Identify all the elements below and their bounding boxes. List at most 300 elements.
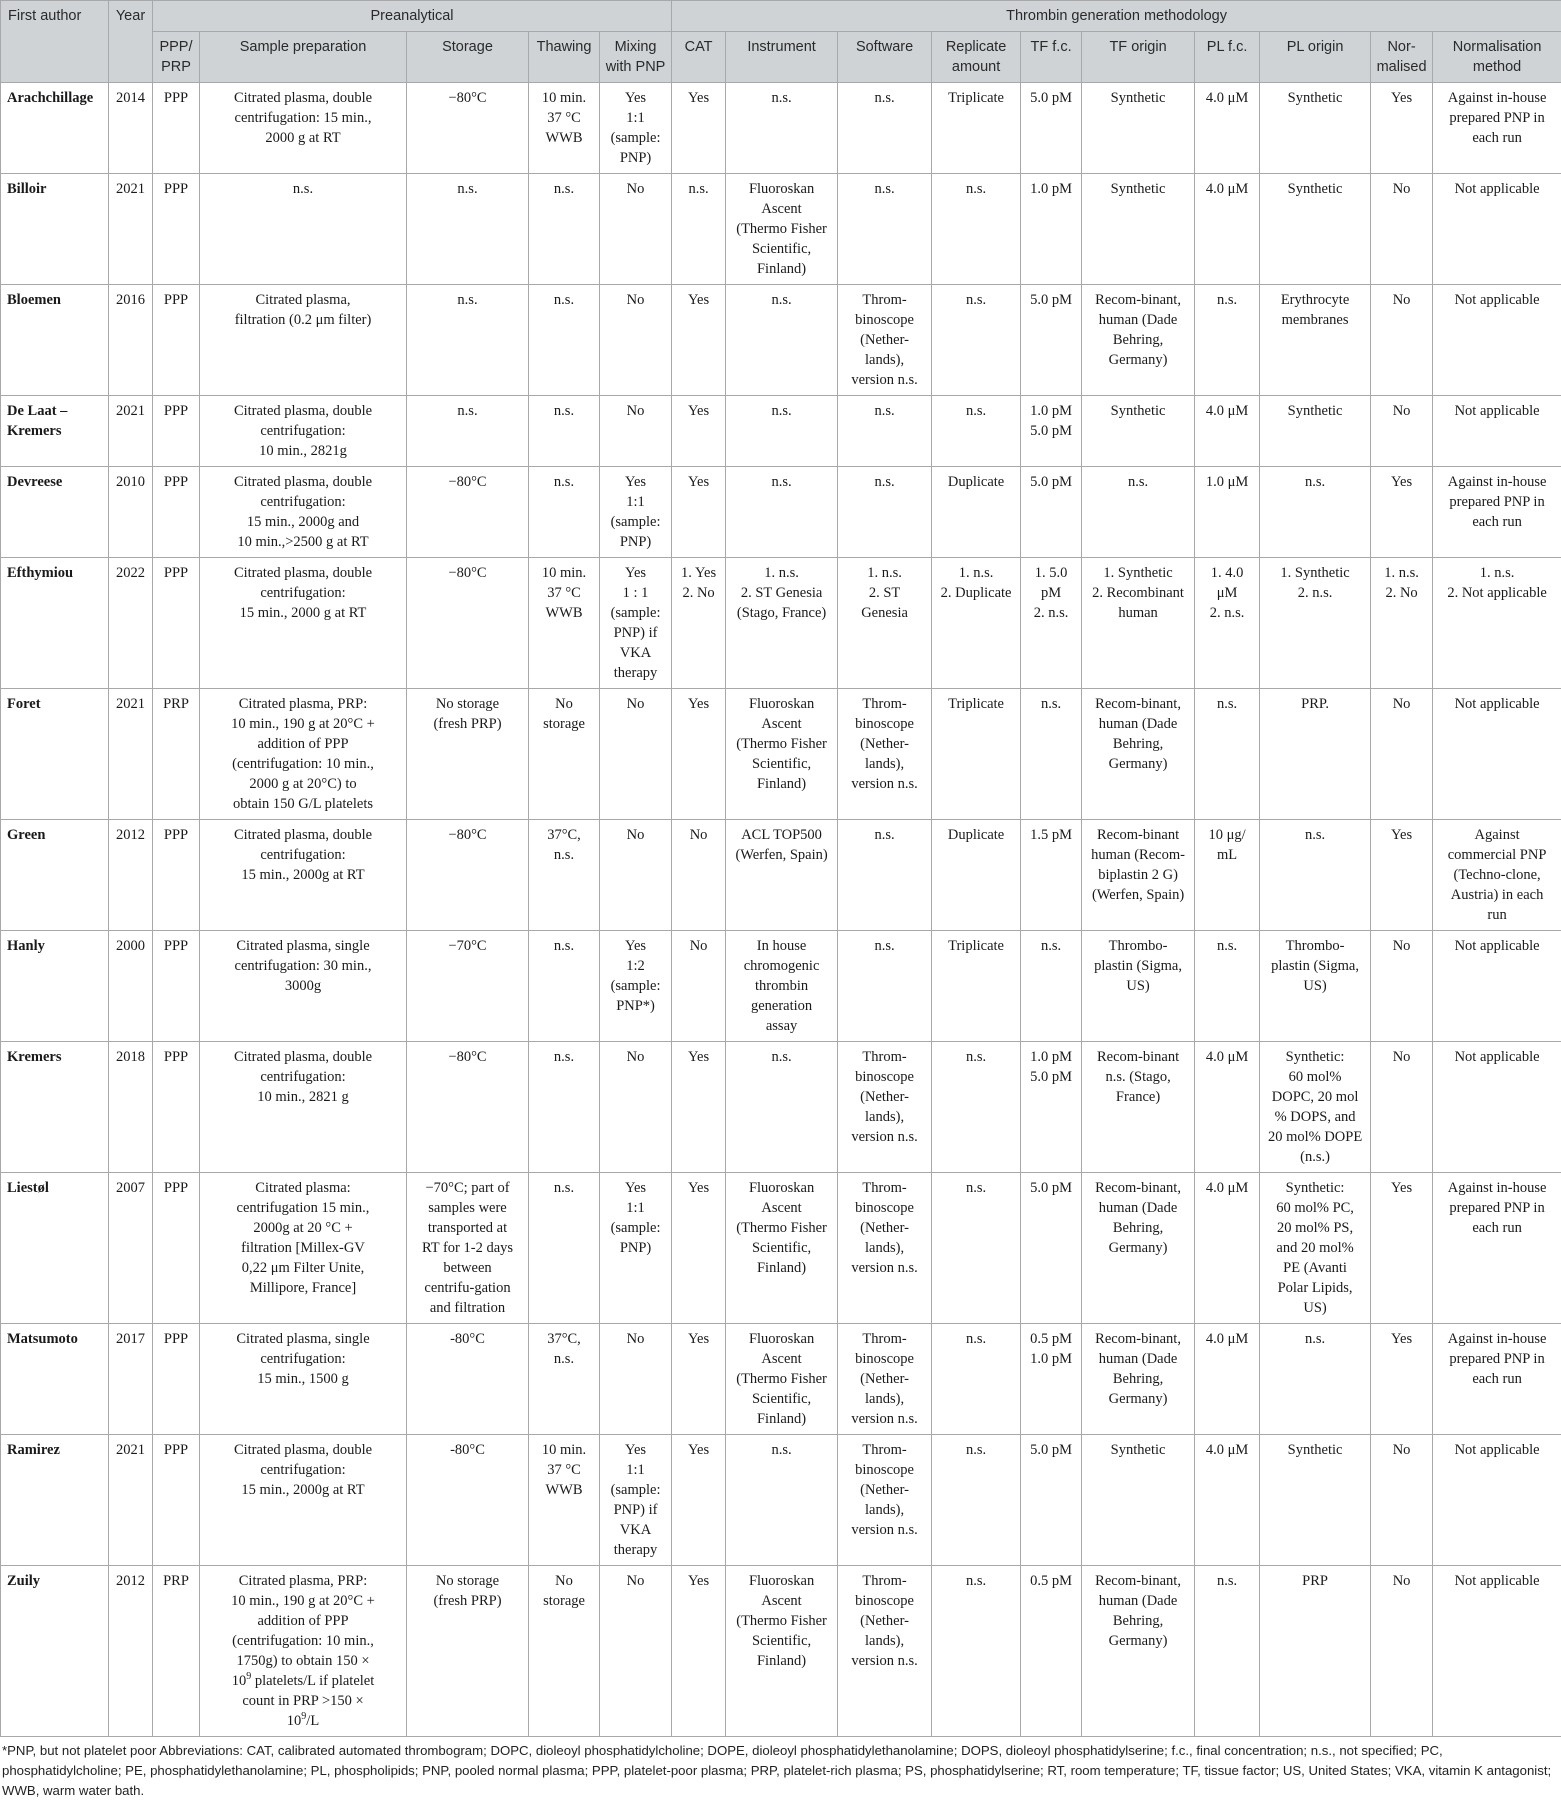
cell-cat <box>672 467 726 558</box>
cell-line: Thrombo- <box>1264 936 1366 956</box>
cell-line: centrifugation: <box>204 492 402 512</box>
cell-ppp-prp <box>153 1324 200 1435</box>
cell-line: 5.0 pM <box>1025 472 1077 492</box>
cell-line: PPP <box>157 179 195 199</box>
cell-tf-fc <box>1021 467 1082 558</box>
cell-thawing <box>529 467 600 558</box>
cell-pl-fc <box>1195 931 1260 1042</box>
cell-line: n.s. <box>533 936 595 956</box>
cell-line: human (Dade <box>1086 1349 1190 1369</box>
cell-line: Citrated plasma, double <box>204 563 402 583</box>
cell-line: Yes <box>604 1440 667 1460</box>
cell-line: Recom-binant, <box>1086 1571 1190 1591</box>
cell-line: WWB <box>533 1480 595 1500</box>
cell-line: Synthetic: <box>1264 1047 1366 1067</box>
cell-normalised <box>1371 1042 1433 1173</box>
cell-normalisation-method <box>1433 1042 1561 1173</box>
cell-instrument <box>726 396 838 467</box>
cell-line: n.s. <box>1199 1571 1255 1591</box>
cell-cat <box>672 285 726 396</box>
cell-line: 1.0 pM <box>1025 179 1077 199</box>
cell-year: 2007 <box>109 1173 153 1324</box>
cell-line: Germany) <box>1086 1238 1190 1258</box>
cell-line: No <box>604 1329 667 1349</box>
cell-pl-origin <box>1260 558 1371 689</box>
cell-line: -80°C <box>411 1329 524 1349</box>
cell-storage <box>407 467 529 558</box>
cell-cat <box>672 931 726 1042</box>
cell-storage <box>407 396 529 467</box>
cell-tf-origin <box>1082 174 1195 285</box>
cell-software <box>838 1042 932 1173</box>
cell-pl-origin <box>1260 1173 1371 1324</box>
cell-ppp-prp <box>153 931 200 1042</box>
cell-mixing-with-pnp <box>600 558 672 689</box>
cell-line: 37°C, <box>533 1329 595 1349</box>
cell-line: Genesia <box>842 603 927 623</box>
cell-line: 1. n.s. <box>842 563 927 583</box>
cell-line: PRP. <box>1264 694 1366 714</box>
cell-line: generation <box>730 996 833 1016</box>
cell-first-author <box>1 174 109 285</box>
cell-pl-fc <box>1195 1042 1260 1173</box>
cell-replicate-amount <box>932 1042 1021 1173</box>
cell-line: Citrated plasma, single <box>204 1329 402 1349</box>
cell-mixing-with-pnp <box>600 83 672 174</box>
cell-line: prepared PNP in <box>1437 1198 1557 1218</box>
col-header-tf-origin <box>1082 32 1195 83</box>
cell-storage <box>407 689 529 820</box>
cell-line: Yes <box>604 88 667 108</box>
cell-line: Thawing <box>533 37 595 57</box>
cell-line: No <box>1375 290 1428 310</box>
cell-line: (Nether- <box>842 1480 927 1500</box>
cell-line: PPP <box>157 1047 195 1067</box>
cell-line: 1. n.s. <box>1437 563 1557 583</box>
cell-sample-preparation <box>200 820 407 931</box>
cell-line: Yes <box>1375 88 1428 108</box>
cell-line: n.s. <box>1264 825 1366 845</box>
cell-software <box>838 558 932 689</box>
cell-line: No <box>1375 401 1428 421</box>
cell-software <box>838 83 932 174</box>
cell-line: and 20 mol% <box>1264 1238 1366 1258</box>
cell-sample-preparation <box>200 1435 407 1566</box>
cell-line: (fresh PRP) <box>411 1591 524 1611</box>
cell-line: Yes <box>676 401 721 421</box>
cell-line: Polar Lipids, <box>1264 1278 1366 1298</box>
cell-tf-origin <box>1082 558 1195 689</box>
cell-normalised <box>1371 1173 1433 1324</box>
cell-normalised <box>1371 689 1433 820</box>
cell-line: Recom-binant, <box>1086 1178 1190 1198</box>
cell-line: 3000g <box>204 976 402 996</box>
cell-line: Erythrocyte <box>1264 290 1366 310</box>
cell-instrument <box>726 931 838 1042</box>
cell-line: ACL TOP500 <box>730 825 833 845</box>
cell-pl-origin <box>1260 174 1371 285</box>
cell-line: In house <box>730 936 833 956</box>
cell-line: centrifugation 15 min., <box>204 1198 402 1218</box>
cell-line: prepared PNP in <box>1437 108 1557 128</box>
cell-line: n.s. <box>1199 694 1255 714</box>
cell-line: PRP <box>157 694 195 714</box>
cell-normalisation-method <box>1433 396 1561 467</box>
cell-storage <box>407 83 529 174</box>
cell-software <box>838 1324 932 1435</box>
cell-instrument <box>726 83 838 174</box>
cell-line: centrifugation: <box>204 1460 402 1480</box>
cell-line: Yes <box>1375 1329 1428 1349</box>
cell-pl-fc <box>1195 1173 1260 1324</box>
col-header-mixing-with-pnp <box>600 32 672 83</box>
cell-line: $10^9$ platelets/L if platelet <box>204 1671 402 1691</box>
cell-software <box>838 174 932 285</box>
table-row <box>1 83 1561 174</box>
cell-instrument <box>726 1042 838 1173</box>
cell-cat <box>672 396 726 467</box>
cell-line: Not applicable <box>1437 1440 1557 1460</box>
cell-pl-origin <box>1260 689 1371 820</box>
cell-ppp-prp <box>153 689 200 820</box>
cell-first-author <box>1 931 109 1042</box>
author-name-line: Liestøl <box>7 1178 104 1198</box>
table-row <box>1 931 1561 1042</box>
cell-storage <box>407 1173 529 1324</box>
cell-line: Ascent <box>730 199 833 219</box>
cell-line: Scientific, <box>730 1238 833 1258</box>
cell-ppp-prp <box>153 1042 200 1173</box>
cell-mixing-with-pnp <box>600 396 672 467</box>
cell-line: centrifugation: <box>204 583 402 603</box>
cell-line: (sample: <box>604 1218 667 1238</box>
cell-line: No <box>604 1571 667 1591</box>
cell-line: Behring, <box>1086 330 1190 350</box>
cell-line: centrifugation: <box>204 1349 402 1369</box>
cell-line: lands), <box>842 1389 927 1409</box>
cell-line: No <box>604 825 667 845</box>
cell-replicate-amount <box>932 396 1021 467</box>
cell-software <box>838 1173 932 1324</box>
col-header-thawing <box>529 32 600 83</box>
cell-tf-origin <box>1082 1324 1195 1435</box>
cell-line: n.s. <box>533 179 595 199</box>
cell-line: PL origin <box>1264 37 1366 57</box>
cell-line: (Nether- <box>842 734 927 754</box>
cell-normalisation-method <box>1433 285 1561 396</box>
cell-line: Behring, <box>1086 734 1190 754</box>
cell-line: centrifu-gation <box>411 1278 524 1298</box>
cell-line: 1. n.s. <box>1375 563 1428 583</box>
cell-ppp-prp <box>153 558 200 689</box>
cell-line: PNP) <box>604 532 667 552</box>
cell-tf-fc <box>1021 174 1082 285</box>
cell-pl-fc <box>1195 1435 1260 1566</box>
cell-tf-origin <box>1082 931 1195 1042</box>
table-row <box>1 1173 1561 1324</box>
cell-thawing <box>529 285 600 396</box>
cell-tf-origin <box>1082 1566 1195 1737</box>
cell-line: n.s. <box>936 1440 1016 1460</box>
cell-line: Finland) <box>730 259 833 279</box>
cell-line: PNP*) <box>604 996 667 1016</box>
cell-line: 5.0 pM <box>1025 1067 1077 1087</box>
cell-line: n.s. <box>842 472 927 492</box>
cell-line: n.s. <box>936 1178 1016 1198</box>
cell-line: binoscope <box>842 1349 927 1369</box>
cell-line: storage <box>533 1591 595 1611</box>
cell-sample-preparation <box>200 931 407 1042</box>
cell-ppp-prp <box>153 1566 200 1737</box>
cell-line: Not applicable <box>1437 1047 1557 1067</box>
cell-first-author <box>1 396 109 467</box>
cell-line: 15 min., 2000g at RT <box>204 865 402 885</box>
cell-line: Ascent <box>730 714 833 734</box>
cell-line: 15 min., 2000g and <box>204 512 402 532</box>
cell-line: 2. No <box>1375 583 1428 603</box>
cell-software <box>838 820 932 931</box>
cell-line: Behring, <box>1086 1218 1190 1238</box>
cell-line: biplastin 2 G) <box>1086 865 1190 885</box>
cell-line: Against in-house <box>1437 472 1557 492</box>
cell-tf-fc <box>1021 1566 1082 1737</box>
cell-normalisation-method <box>1433 558 1561 689</box>
cell-software <box>838 1435 932 1566</box>
cell-line: 10 min., 2821g <box>204 441 402 461</box>
cell-replicate-amount <box>932 931 1021 1042</box>
cell-instrument <box>726 1173 838 1324</box>
cell-tf-fc <box>1021 285 1082 396</box>
cell-line: Replicate <box>936 37 1016 57</box>
cell-line: lands), <box>842 1107 927 1127</box>
cell-line: −70°C <box>411 936 524 956</box>
cell-year: 2018 <box>109 1042 153 1173</box>
cell-line: 1. Synthetic <box>1086 563 1190 583</box>
cell-tf-origin <box>1082 285 1195 396</box>
cell-line: Not applicable <box>1437 936 1557 956</box>
cell-line: No <box>533 694 595 714</box>
cell-line: filtration [Millex-GV <box>204 1238 402 1258</box>
cell-line: Yes <box>676 1047 721 1067</box>
cell-line: method <box>1437 57 1557 77</box>
cell-pl-origin <box>1260 931 1371 1042</box>
cell-line: n.s. <box>411 179 524 199</box>
cell-sample-preparation <box>200 174 407 285</box>
cell-line: PNP) <box>604 1238 667 1258</box>
cell-line: lands), <box>842 350 927 370</box>
cell-line: (Nether- <box>842 330 927 350</box>
cell-line: version n.s. <box>842 1651 927 1671</box>
cell-line: assay <box>730 1016 833 1036</box>
cell-pl-fc <box>1195 1566 1260 1737</box>
cell-line: Against in-house <box>1437 1178 1557 1198</box>
cell-cat <box>672 1173 726 1324</box>
cell-line: (sample: <box>604 128 667 148</box>
cell-line: n.s. <box>1264 1329 1366 1349</box>
cell-line: human (Dade <box>1086 714 1190 734</box>
cell-line: n.s. <box>533 290 595 310</box>
cell-line: No storage <box>411 1571 524 1591</box>
cell-line: 10 min. <box>533 563 595 583</box>
author-name-line: Bloemen <box>7 290 104 310</box>
cell-line: Duplicate <box>936 825 1016 845</box>
cell-line: 1.0 pM <box>1025 1047 1077 1067</box>
cell-line: 5.0 pM <box>1025 421 1077 441</box>
cell-first-author <box>1 1042 109 1173</box>
cell-line: n.s. <box>533 472 595 492</box>
cell-line: PPP <box>157 1329 195 1349</box>
cell-line: Fluoroskan <box>730 1329 833 1349</box>
cell-year: 2022 <box>109 558 153 689</box>
cell-line: −70°C; part of <box>411 1178 524 1198</box>
cell-line: chromogenic <box>730 956 833 976</box>
table-row <box>1 1566 1561 1737</box>
cell-pl-fc <box>1195 1324 1260 1435</box>
cell-mixing-with-pnp <box>600 689 672 820</box>
cell-line: Yes <box>676 1440 721 1460</box>
cell-thawing <box>529 689 600 820</box>
cell-first-author <box>1 285 109 396</box>
cell-cat <box>672 1435 726 1566</box>
cell-instrument <box>726 558 838 689</box>
cell-line: 1. 5.0 <box>1025 563 1077 583</box>
cell-line: Storage <box>411 37 524 57</box>
cell-line: 1. n.s. <box>730 563 833 583</box>
cell-line: version n.s. <box>842 1409 927 1429</box>
cell-cat <box>672 1042 726 1173</box>
cell-pl-fc <box>1195 285 1260 396</box>
cell-normalisation-method <box>1433 174 1561 285</box>
cell-line: Synthetic <box>1264 88 1366 108</box>
cell-year: 2012 <box>109 1566 153 1737</box>
cell-line: No <box>1375 936 1428 956</box>
cell-line: (Werfen, Spain) <box>730 845 833 865</box>
cell-line: Mixing <box>604 37 667 57</box>
col-header-year: Year <box>109 1 153 83</box>
cell-year: 2021 <box>109 396 153 467</box>
cell-tf-fc <box>1021 1042 1082 1173</box>
cell-line: (Werfen, Spain) <box>1086 885 1190 905</box>
cell-line: Yes <box>604 936 667 956</box>
cell-line: addition of PPP <box>204 734 402 754</box>
cell-instrument <box>726 820 838 931</box>
cell-pl-fc <box>1195 174 1260 285</box>
author-name-line: Hanly <box>7 936 104 956</box>
cell-line: Throm- <box>842 1440 927 1460</box>
cell-line: Scientific, <box>730 754 833 774</box>
cell-normalisation-method <box>1433 83 1561 174</box>
col-header-normalisation-method <box>1433 32 1561 83</box>
cell-line: PPP <box>157 401 195 421</box>
cell-line: human <box>1086 603 1190 623</box>
cell-line: Throm- <box>842 1571 927 1591</box>
cell-line: (Stago, France) <box>730 603 833 623</box>
cell-software <box>838 285 932 396</box>
cell-line: 5.0 pM <box>1025 1178 1077 1198</box>
cell-line: PRP <box>1264 1571 1366 1591</box>
cell-line: n.s. <box>936 401 1016 421</box>
cell-line: WWB <box>533 128 595 148</box>
cell-line: Yes <box>604 472 667 492</box>
cell-normalisation-method <box>1433 931 1561 1042</box>
cell-instrument <box>726 689 838 820</box>
cell-line: (centrifugation: 10 min., <box>204 1631 402 1651</box>
col-header-software <box>838 32 932 83</box>
cell-sample-preparation <box>200 467 407 558</box>
group-header-preanalytical: Preanalytical <box>153 1 672 32</box>
cell-line: Yes <box>1375 472 1428 492</box>
col-header-sample-preparation <box>200 32 407 83</box>
cell-first-author <box>1 1435 109 1566</box>
cell-line: No <box>1375 694 1428 714</box>
col-header-replicate-amount <box>932 32 1021 83</box>
cell-line: 2. Not applicable <box>1437 583 1557 603</box>
cell-mixing-with-pnp <box>600 467 672 558</box>
cell-line: human (Dade <box>1086 1591 1190 1611</box>
cell-line: $10^9/L$ <box>204 1711 402 1731</box>
cell-line: No <box>604 179 667 199</box>
cell-line: Austria) in each <box>1437 885 1557 905</box>
cell-line: Instrument <box>730 37 833 57</box>
cell-storage <box>407 558 529 689</box>
cell-first-author <box>1 820 109 931</box>
cell-line: Synthetic <box>1086 179 1190 199</box>
cell-line: No <box>604 401 667 421</box>
cell-line: Not applicable <box>1437 290 1557 310</box>
cell-line: Germany) <box>1086 350 1190 370</box>
cell-line: PPP <box>157 472 195 492</box>
cell-line: n.s. <box>936 1571 1016 1591</box>
cell-line: US) <box>1264 1298 1366 1318</box>
cell-line: 1.0 μM <box>1199 472 1255 492</box>
cell-first-author <box>1 467 109 558</box>
cell-line: PE (Avanti <box>1264 1258 1366 1278</box>
cell-pl-origin <box>1260 467 1371 558</box>
cell-cat <box>672 1566 726 1737</box>
cell-line: 0.5 pM <box>1025 1571 1077 1591</box>
cell-ppp-prp <box>153 1435 200 1566</box>
author-name-line: Kremers <box>7 1047 104 1067</box>
cell-line: Yes <box>676 694 721 714</box>
cell-thawing <box>529 931 600 1042</box>
cell-line: Throm- <box>842 1047 927 1067</box>
cell-line: membranes <box>1264 310 1366 330</box>
cell-line: n.s. <box>676 179 721 199</box>
cell-tf-origin <box>1082 689 1195 820</box>
cell-pl-origin <box>1260 1435 1371 1566</box>
cell-line: Recom-binant <box>1086 1047 1190 1067</box>
cell-cat <box>672 1324 726 1435</box>
cell-line: commercial PNP <box>1437 845 1557 865</box>
cell-line: n.s. <box>842 825 927 845</box>
cell-pl-origin <box>1260 396 1371 467</box>
cell-instrument <box>726 1566 838 1737</box>
cell-first-author <box>1 1173 109 1324</box>
cell-tf-origin <box>1082 83 1195 174</box>
cell-ppp-prp <box>153 174 200 285</box>
cell-line: version n.s. <box>842 1127 927 1147</box>
cell-line: 1:2 <box>604 956 667 976</box>
cell-pl-fc <box>1195 83 1260 174</box>
cell-replicate-amount <box>932 1173 1021 1324</box>
cell-mixing-with-pnp <box>600 931 672 1042</box>
cell-line: filtration (0.2 μm filter) <box>204 310 402 330</box>
cell-line: −80°C <box>411 825 524 845</box>
cell-line: Throm- <box>842 1178 927 1198</box>
cell-line: Citrated plasma, PRP: <box>204 1571 402 1591</box>
cell-line: therapy <box>604 663 667 683</box>
cell-line: 2. Recombinant <box>1086 583 1190 603</box>
